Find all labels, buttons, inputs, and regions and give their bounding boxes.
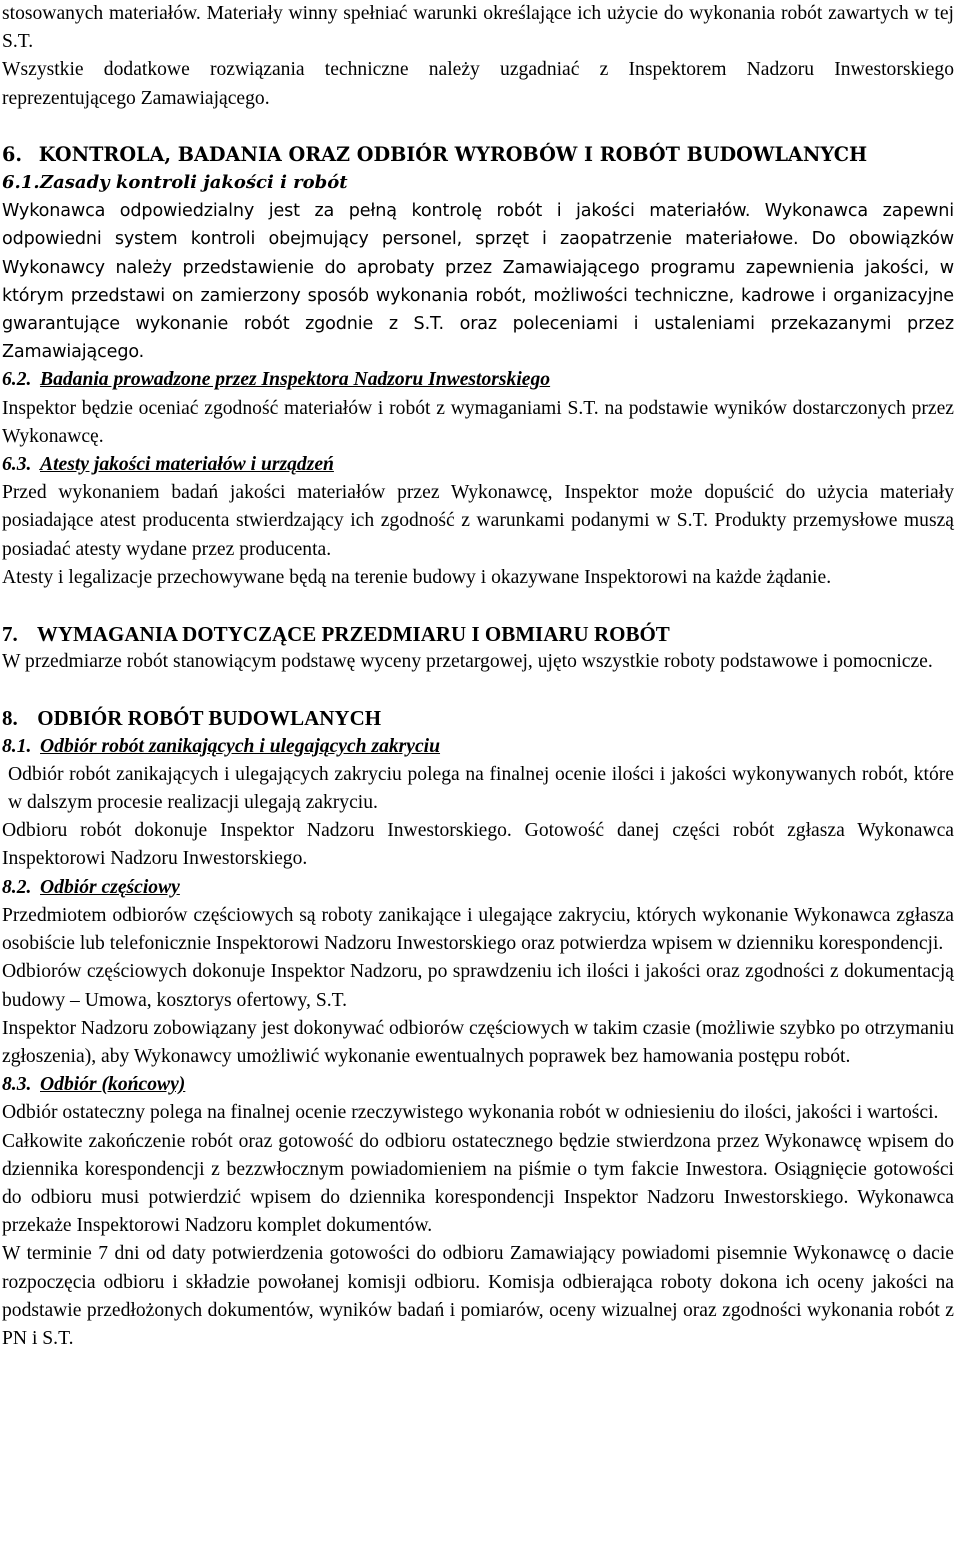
subsection-number: 8.2. bbox=[2, 876, 32, 898]
subsection-title: Badania prowadzone przez Inspektora Nadzoru Inwestorskiego bbox=[40, 369, 551, 391]
paragraph: W przedmiarze robót stanowiącym podstawę wyceny przetargowej, ujęto wszystkie roboty podstawowe i pomocnicze. bbox=[2, 651, 933, 673]
paragraph: W terminie 7 dni od daty potwierdzenia gotowości do odbioru Zamawiający powiadomi pisemnie Wykonawcę o dacie rozpoczęcia odbioru i składzie powołanej komisji odbioru. Komisja odbierająca roboty dokona ich oceny jakości na podstawie przedłożonych dokumentów, wyników badań i pomiarów, oceny wizualnej oraz zgodności wykonania robót z PN i S.T. bbox=[2, 1243, 954, 1349]
paragraph: stosowanych materiałów. Materiały winny spełniać warunki określające ich użycie do wykonania robót zawartych w tej S.T. bbox=[2, 3, 954, 53]
paragraph: Odbiorów częściowych dokonuje Inspektor Nadzoru, po sprawdzeniu ich ilości i jakości oraz zgodności z dokumentacją budowy – Umowa, kosztorys ofertowy, S.T. bbox=[2, 961, 954, 1011]
subsection-title: Atesty jakości materiałów i urządzeń bbox=[40, 454, 334, 476]
paragraph: Odbiór robót zanikających i ulegających zakryciu polega na finalnej ocenie ilości i jakości wykonywanych robót, które w dalszym procesie realizacji ulegają zakryciu. bbox=[8, 763, 954, 814]
section-title: KONTROLA, BADANIA ORAZ ODBIÓR WYROBÓW I ROBÓT BUDOWLANYCH bbox=[38, 142, 868, 166]
spacer bbox=[2, 592, 954, 620]
paragraph: Całkowite zakończenie robót oraz gotowość do odbioru ostatecznego będzie stwierdzona przez Wykonawcę wpisem do dziennika korespondencji z bezzwłocznym powiadomieniem na piśmie o tym fakcie Inwestora. Osiągnięcie gotowości do odbioru musi potwierdzić wpisem do dziennika korespondencji Inspektor Nadzoru Inwestorskiego. Wykonawca przekaże Inspektorowi Nadzoru komplet dokumentów. bbox=[2, 1130, 954, 1237]
section-heading bbox=[2, 704, 954, 732]
paragraph: Inspektor będzie oceniać zgodność materiałów i robót z wymaganiami S.T. na podstawie wyników dostarczonych przez Wykonawcę. bbox=[2, 397, 954, 447]
section-heading bbox=[2, 620, 954, 648]
subsection-heading bbox=[2, 733, 954, 761]
subsection-number: 8.1. bbox=[2, 735, 32, 757]
subsection-number: 6.3. bbox=[2, 454, 32, 476]
paragraph: Przed wykonaniem badań jakości materiałów przez Wykonawcę, Inspektor może dopuścić do użycia materiały posiadające atest producenta stwierdzający ich zgodność z warunkami podanymi w S.T. Produkty przemysłowe muszą posiadać atesty wydane przez producenta. bbox=[2, 482, 954, 560]
paragraph: Wszystkie dodatkowe rozwiązania techniczne należy uzgadniać z Inspektorem Nadzoru Inwestorskiego reprezentującego Zamawiającego. bbox=[2, 59, 954, 109]
paragraph: Wykonawca odpowiedzialny jest za pełną kontrolę robót i jakości materiałów. Wykonawca zapewni odpowiedni system kontroli obejmujący personel, sprzęt i zaopatrzenie materiałowe. Do obowiązków Wykonawcy należy przedstawienie do aprobaty przez Zamawiającego programu zapewnienia jakości, w którym przedstawi on zamierzony sposób wykonania robót, możliwości techniczne, kadrowe i organizacyjne gwarantujące wykonanie robót zgodnie z S.T. oraz poleceniami i ustaleniami przekazanymi przez Zamawiającego. bbox=[2, 201, 954, 363]
paragraph: Przedmiotem odbiorów częściowych są roboty zanikające i ulegające zakryciu, których wykonanie Wykonawca zgłasza osobiście lub telefonicznie Inspektorowi Nadzoru Inwestorskiego oraz potwierdza wpisem w dzienniku korespondencji. bbox=[2, 904, 954, 955]
paragraph: Odbioru robót dokonuje Inspektor Nadzoru Inwestorskiego. Gotowość danej części robót zgłasza Wykonawca Inspektorowi Nadzoru Inwestorskiego. bbox=[2, 820, 954, 870]
subsection-title: Odbiór częściowy bbox=[40, 876, 180, 898]
subsection-heading bbox=[2, 874, 954, 902]
section-number: 7. bbox=[2, 622, 18, 647]
subsection-title: Zasady kontroli jakości i robót bbox=[40, 172, 348, 194]
spacer bbox=[2, 113, 954, 141]
subsection-title: Odbiór (końcowy) bbox=[40, 1074, 186, 1096]
subsection-number: 6.1. bbox=[2, 172, 40, 194]
subsection-title: Odbiór robót zanikających i ulegających zakryciu bbox=[40, 735, 441, 757]
subsection-heading bbox=[2, 1071, 954, 1099]
section-number: 6. bbox=[2, 142, 23, 166]
section-heading bbox=[2, 141, 954, 169]
subsection-number: 6.2. bbox=[2, 369, 32, 391]
section-title: ODBIÓR ROBÓT BUDOWLANYCH bbox=[37, 706, 382, 731]
spacer bbox=[2, 676, 954, 704]
subsection-heading bbox=[2, 169, 954, 197]
subsection-heading bbox=[2, 451, 954, 479]
section-title: WYMAGANIA DOTYCZĄCE PRZEDMIARU I OBMIARU ROBÓT bbox=[36, 622, 670, 647]
paragraph: Inspektor Nadzoru zobowiązany jest dokonywać odbiorów częściowych w takim czasie (możliwie szybko po otrzymaniu zgłoszenia), aby Wykonawcy umożliwić wykonanie ewentualnych poprawek bez hamowania postępu robót. bbox=[2, 1017, 954, 1067]
subsection-heading bbox=[2, 366, 954, 394]
paragraph: Odbiór ostateczny polega na finalnej ocenie rzeczywistego wykonania robót w odniesieniu do ilości, jakości i wartości. bbox=[2, 1102, 939, 1124]
paragraph: Atesty i legalizacje przechowywane będą na terenie budowy i okazywane Inspektorowi na każde żądanie. bbox=[2, 566, 832, 588]
subsection-number: 8.3. bbox=[2, 1074, 32, 1096]
section-number: 8. bbox=[2, 706, 18, 731]
